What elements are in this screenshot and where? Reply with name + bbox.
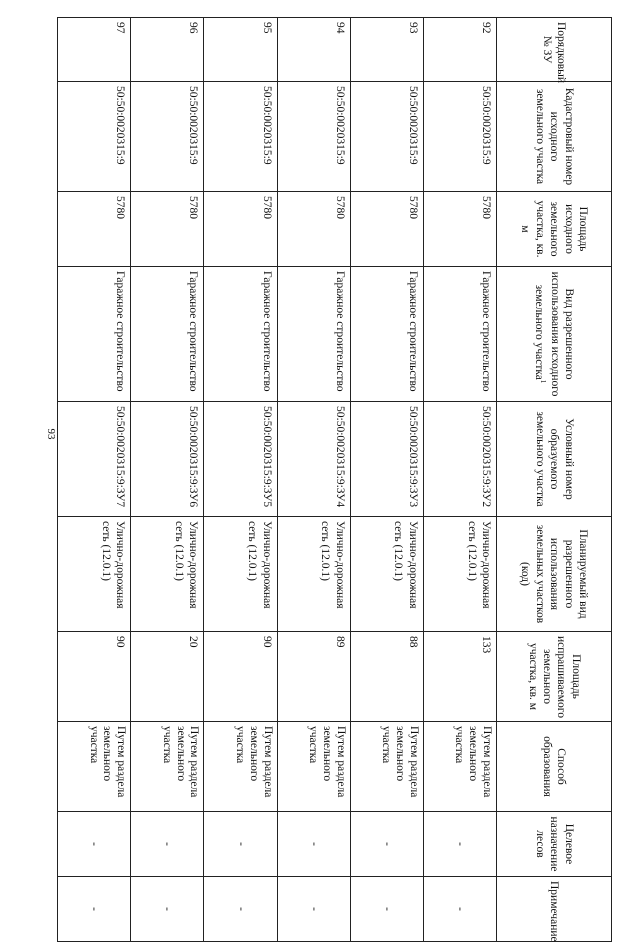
- cell-requested-area: 20: [131, 632, 204, 722]
- cell-forest-purpose: -: [277, 812, 350, 877]
- cell-permitted-use: Гаражное строительство: [423, 267, 496, 402]
- cell-permitted-use: Гаражное строительство: [131, 267, 204, 402]
- table-body: [58, 18, 497, 942]
- cell-conditional-number: 50:50:0020315:9:ЗУ4: [277, 402, 350, 517]
- table-row: [131, 18, 204, 942]
- footnote-marker: 1: [539, 379, 548, 384]
- cell-cadastral-number: 50:50:0020315:9: [58, 82, 131, 192]
- cell-permitted-use: Гаражное строительство: [277, 267, 350, 402]
- table-header-row: [497, 18, 612, 942]
- cell-order-number: 96: [131, 18, 204, 82]
- cell-note: -: [204, 877, 277, 942]
- cell-planned-use: Улично-дорожная сеть (12.0.1): [58, 517, 131, 632]
- cell-planned-use: Улично-дорожная сеть (12.0.1): [423, 517, 496, 632]
- cell-planned-use: Улично-дорожная сеть (12.0.1): [204, 517, 277, 632]
- table-container: [57, 17, 612, 942]
- cell-forest-purpose: -: [423, 812, 496, 877]
- cell-cadastral-number: 50:50:0020315:9: [423, 82, 496, 192]
- cell-formation-method: Путем раздела земельного участка: [350, 722, 423, 812]
- table-row: [277, 18, 350, 942]
- cell-note: -: [277, 877, 350, 942]
- page-number: 93: [45, 428, 57, 440]
- cell-cadastral-number: 50:50:0020315:9: [277, 82, 350, 192]
- header-conditional-number: Условный номер образуемого земельного участка: [497, 402, 612, 517]
- header-cadastral-number: Кадастровый номер исходного земельного участка: [497, 82, 612, 192]
- header-permitted-use: [497, 267, 612, 402]
- cell-order-number: 97: [58, 18, 131, 82]
- table-row: [58, 18, 131, 942]
- cell-note: -: [350, 877, 423, 942]
- cell-permitted-use: Гаражное строительство: [204, 267, 277, 402]
- header-planned-use: Планируемый вид разрешенного использования земельных участков (код): [497, 517, 612, 632]
- cell-formation-method: Путем раздела земельного участка: [58, 722, 131, 812]
- cell-requested-area: 133: [423, 632, 496, 722]
- cell-formation-method: Путем раздела земельного участка: [277, 722, 350, 812]
- cell-formation-method: Путем раздела земельного участка: [204, 722, 277, 812]
- cell-order-number: 92: [423, 18, 496, 82]
- cell-formation-method: Путем раздела земельного участка: [423, 722, 496, 812]
- cell-requested-area: 90: [204, 632, 277, 722]
- cell-note: -: [423, 877, 496, 942]
- cell-planned-use: Улично-дорожная сеть (12.0.1): [277, 517, 350, 632]
- header-order-number: Порядковый № ЗУ: [497, 18, 612, 82]
- cell-planned-use: Улично-дорожная сеть (12.0.1): [350, 517, 423, 632]
- cell-forest-purpose: -: [58, 812, 131, 877]
- cell-formation-method: Путем раздела земельного участка: [131, 722, 204, 812]
- cell-conditional-number: 50:50:0020315:9:ЗУ2: [423, 402, 496, 517]
- cell-conditional-number: 50:50:0020315:9:ЗУ6: [131, 402, 204, 517]
- cell-cadastral-number: 50:50:0020315:9: [350, 82, 423, 192]
- cell-cadastral-number: 50:50:0020315:9: [204, 82, 277, 192]
- header-source-area: Площадь исходного земельного участка, кв. м: [497, 192, 612, 267]
- cell-forest-purpose: -: [350, 812, 423, 877]
- cell-source-area: 5780: [277, 192, 350, 267]
- cell-permitted-use: Гаражное строительство: [58, 267, 131, 402]
- cell-source-area: 5780: [350, 192, 423, 267]
- cell-conditional-number: 50:50:0020315:9:ЗУ7: [58, 402, 131, 517]
- cell-order-number: 95: [204, 18, 277, 82]
- header-forest-purpose: Целевое назначение лесов: [497, 812, 612, 877]
- cell-requested-area: 89: [277, 632, 350, 722]
- cell-note: -: [131, 877, 204, 942]
- cell-cadastral-number: 50:50:0020315:9: [131, 82, 204, 192]
- cell-requested-area: 90: [58, 632, 131, 722]
- cell-requested-area: 88: [350, 632, 423, 722]
- cell-order-number: 94: [277, 18, 350, 82]
- header-formation-method: Способ образования: [497, 722, 612, 812]
- cell-permitted-use: Гаражное строительство: [350, 267, 423, 402]
- cell-note: -: [58, 877, 131, 942]
- table-row: [204, 18, 277, 942]
- table-row: [350, 18, 423, 942]
- cell-forest-purpose: -: [204, 812, 277, 877]
- cell-order-number: 93: [350, 18, 423, 82]
- cell-source-area: 5780: [204, 192, 277, 267]
- cell-source-area: 5780: [131, 192, 204, 267]
- cell-source-area: 5780: [58, 192, 131, 267]
- header-note: Примечание: [497, 877, 612, 942]
- cell-conditional-number: 50:50:0020315:9:ЗУ5: [204, 402, 277, 517]
- cell-planned-use: Улично-дорожная сеть (12.0.1): [131, 517, 204, 632]
- cell-forest-purpose: -: [131, 812, 204, 877]
- header-requested-area: Площадь испрашиваемого земельного участка, кв. м: [497, 632, 612, 722]
- rotated-table-frame: [57, 17, 612, 942]
- table-row: [423, 18, 496, 942]
- cell-conditional-number: 50:50:0020315:9:ЗУ3: [350, 402, 423, 517]
- land-plots-table: [57, 17, 612, 942]
- header-permitted-use-text: Вид разрешенного использования исходного земельного участка: [533, 271, 575, 397]
- cell-source-area: 5780: [423, 192, 496, 267]
